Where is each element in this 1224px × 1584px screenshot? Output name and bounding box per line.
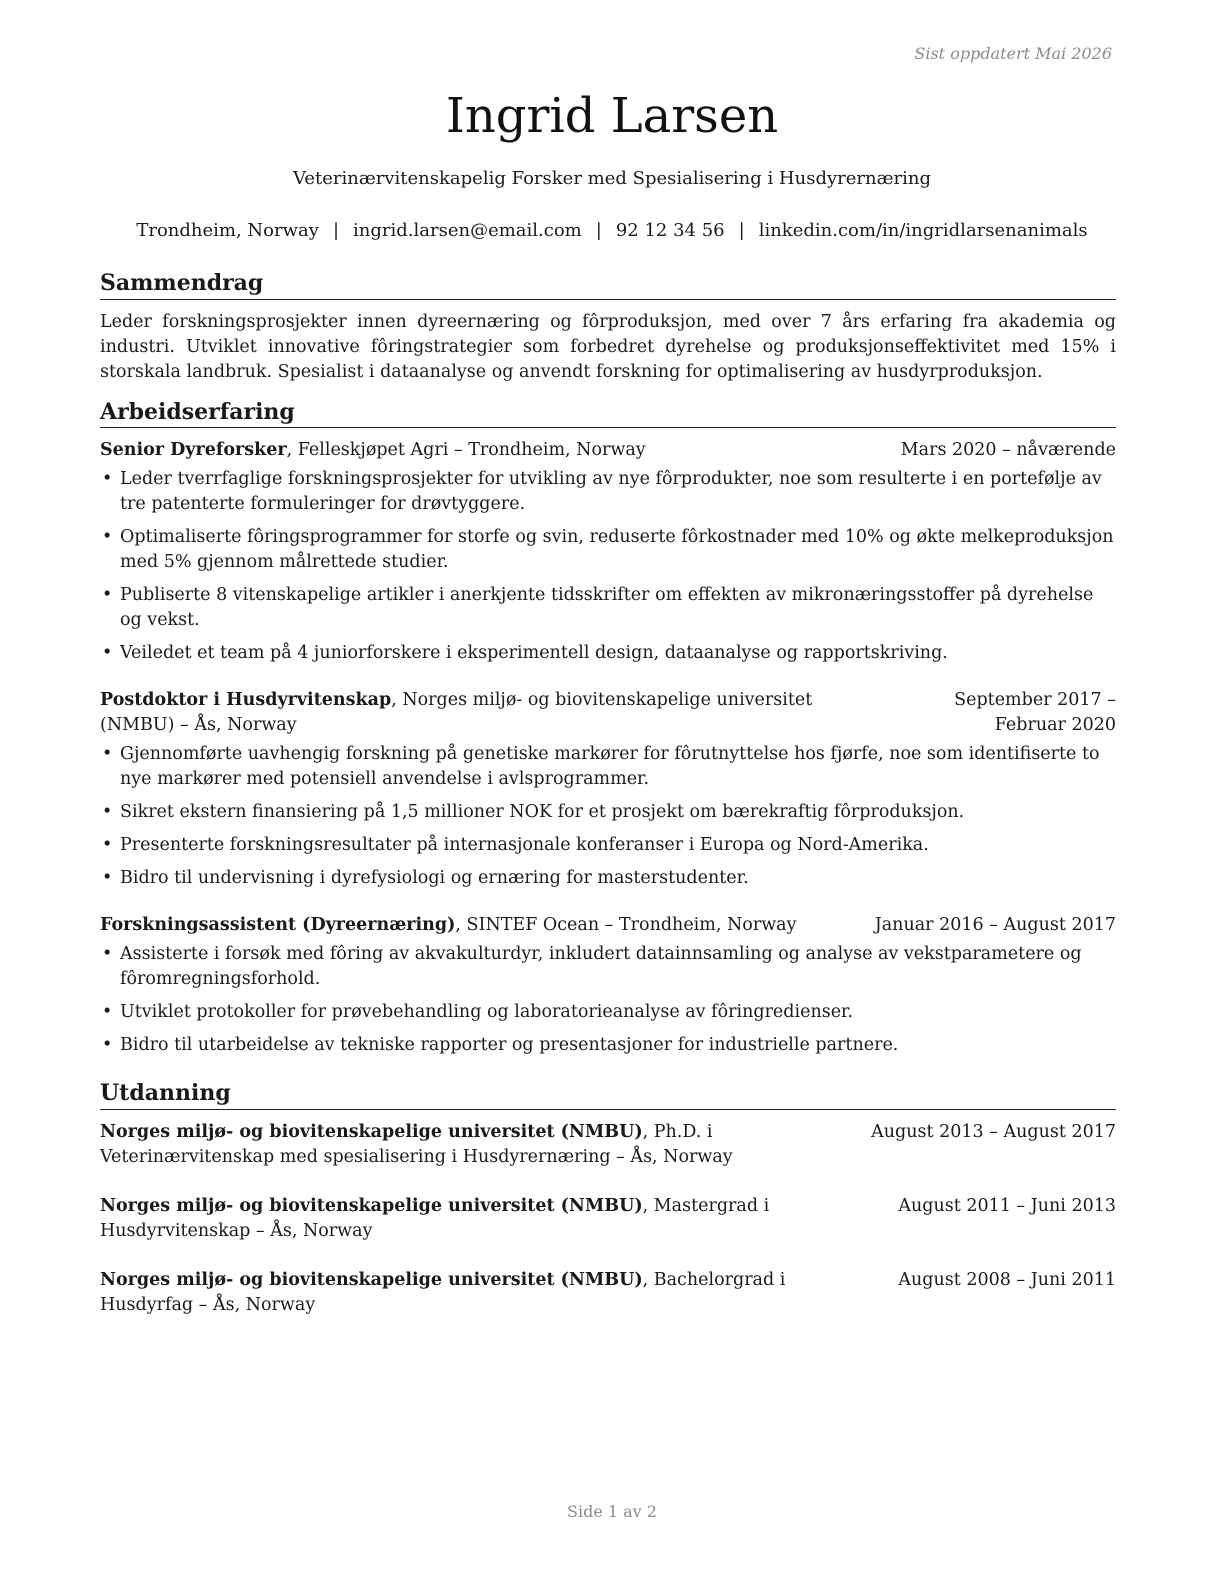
education-entry xyxy=(100,1268,1116,1318)
education-school: Norges miljø- og biovitenskapelige universitet (NMBU) xyxy=(100,1195,643,1216)
summary-text: Leder forskningsprosjekter innen dyreernæring og fôrproduksjon, med over 7 års erfaring fra akademia og industri. Utviklet innovative fôringstrategier som forbedret dyrehelse og produksjonseffektivitet med 15% i storskala landbruk. Spesialist i dataanalyse og anvendt forskning for optimalisering av husdyrproduksjon. xyxy=(100,311,1116,382)
candidate-name: Ingrid Larsen xyxy=(445,88,779,144)
contact-phone: 92 12 34 56 xyxy=(615,220,725,241)
education-detail: , Mastergrad i Husdyrvitenskap – Ås, Norway xyxy=(100,1195,770,1241)
contact-separator: | xyxy=(595,220,602,241)
contact-location: Trondheim, Norway xyxy=(136,220,319,241)
bullet-icon: • xyxy=(102,802,113,822)
bullet-icon: • xyxy=(102,1035,113,1055)
job-dates: Januar 2016 – August 2017 xyxy=(874,915,1116,935)
section-title-summary: Sammendrag xyxy=(100,270,1116,300)
job-bullet: • Leder tverrfaglige forskningsprosjekter for utvikling av nye fôrprodukter, noe som resulterte i en portefølje av tre patenterte formuleringer for drøvtyggere. xyxy=(102,469,1102,514)
bullet-icon: • xyxy=(102,527,113,547)
job-bullet: • Optimaliserte fôringsprogrammer for storfe og svin, reduserte fôrkostnader med 10% og økte melkeproduksjon med 5% gjennom målrettede studier. xyxy=(102,527,1114,572)
job-org: , Norges miljø- og biovitenskapelige universitet (NMBU) – Ås, Norway xyxy=(100,690,813,735)
education-entry xyxy=(100,1194,1116,1244)
job-bullet: • Gjennomførte uavhengig forskning på genetiske markører for fôrutnyttelse hos fjørfe, noe som identifiserte to nye markører med potensiell anvendelse i avlsprogrammer. xyxy=(102,744,1100,789)
bullet-icon: • xyxy=(102,585,113,605)
bullet-icon: • xyxy=(102,469,113,489)
contact-separator: | xyxy=(332,220,340,241)
bullet-icon: • xyxy=(102,744,113,764)
education-school: Norges miljø- og biovitenskapelige universitet (NMBU) xyxy=(100,1269,643,1290)
education-detail: , Ph.D. i Veterinærvitenskap med spesialisering i Husdyrernæring – Ås, Norway xyxy=(100,1121,733,1167)
job-bullet: • Veiledet et team på 4 juniorforskere i eksperimentell design, dataanalyse og rapportskriving. xyxy=(100,641,1116,666)
bullet-icon: • xyxy=(102,868,113,888)
job-bullet: • Bidro til undervisning i dyrefysiologi og ernæring for masterstudenter. xyxy=(100,866,1116,891)
job-bullet: • Assisterte i forsøk med fôring av akvakulturdyr, inkludert datainnsamling og analyse av vekstparametere og fôromregningsforhold. xyxy=(102,944,1082,989)
job-dates: Mars 2020 – nåværende xyxy=(900,440,1116,460)
education-entry xyxy=(100,1120,1116,1170)
job-bullet: • Sikret ekstern finansiering på 1,5 millioner NOK for et prosjekt om bærekraftig fôrproduksjon. xyxy=(100,800,1116,825)
page-number: Side 1 av 2 xyxy=(567,1502,657,1521)
job-role: Forskningsassistent (Dyreernæring) xyxy=(100,915,456,935)
education-school: Norges miljø- og biovitenskapelige universitet (NMBU) xyxy=(100,1121,643,1142)
education-detail: , Bachelorgrad i Husdyrfag – Ås, Norway xyxy=(100,1269,786,1315)
section-title-experience: Arbeidserfaring xyxy=(100,399,1116,429)
job-org: , Felleskjøpet Agri – Trondheim, Norway xyxy=(286,440,646,460)
education-dates: August 2011 – Juni 2013 xyxy=(898,1195,1116,1216)
education-dates: August 2008 – Juni 2011 xyxy=(898,1269,1116,1290)
bullet-icon: • xyxy=(102,643,113,663)
candidate-title: Veterinærvitenskapelig Forsker med Spesialisering i Husdyrernæring xyxy=(293,168,931,189)
job-entry xyxy=(100,688,1116,891)
last-updated: Sist oppdatert Mai 2026 xyxy=(914,44,1112,63)
contact-line xyxy=(0,220,1224,241)
contact-separator: | xyxy=(738,220,745,241)
job-role: Senior Dyreforsker xyxy=(100,440,287,460)
section-title-education: Utdanning xyxy=(100,1080,1116,1110)
job-bullet: • Utviklet protokoller for prøvebehandling og laboratorieanalyse av fôringredienser. xyxy=(100,1000,1116,1025)
job-role: Postdoktor i Husdyrvitenskap xyxy=(100,690,392,710)
job-bullet: • Publiserte 8 vitenskapelige artikler i anerkjente tidsskrifter om effekten av mikronæringsstoffer på dyrehelse og vekst. xyxy=(102,585,1094,630)
job-org: , SINTEF Ocean – Trondheim, Norway xyxy=(455,915,797,935)
contact-email[interactable]: ingrid.larsen@email.com xyxy=(353,220,582,241)
resume-body xyxy=(100,270,1116,1342)
bullet-icon: • xyxy=(102,835,113,855)
job-bullet: • Presenterte forskningsresultater på internasjonale konferanser i Europa og Nord-Amerika. xyxy=(100,833,1116,858)
job-entry xyxy=(100,913,1116,1058)
job-dates: September 2017 – Februar 2020 xyxy=(954,690,1116,735)
contact-linkedin[interactable]: linkedin.com/in/ingridlarsenanimals xyxy=(758,220,1088,241)
job-entry xyxy=(100,438,1116,666)
job-bullet: • Bidro til utarbeidelse av tekniske rapporter og presentasjoner for industrielle partnere. xyxy=(100,1033,1116,1058)
bullet-icon: • xyxy=(102,1002,113,1022)
bullet-icon: • xyxy=(102,944,113,964)
education-dates: August 2013 – August 2017 xyxy=(871,1121,1116,1142)
